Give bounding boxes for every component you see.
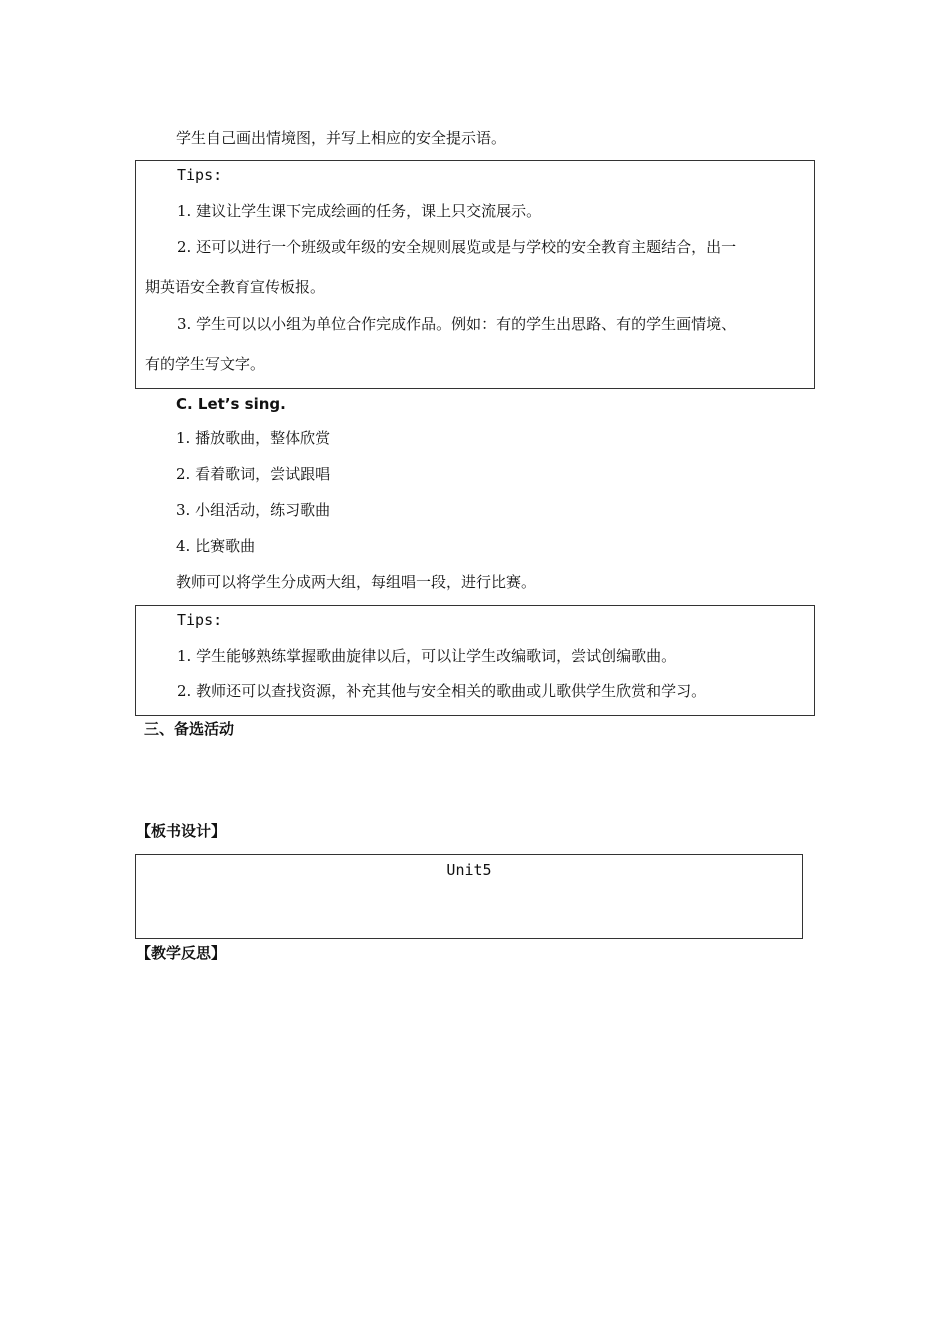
step-item: 2. 看着歌词，尝试跟唱 [176, 465, 331, 483]
tips-heading: Tips: [177, 166, 223, 184]
tip-item-continuation: 期英语安全教育宣传板报。 [145, 278, 326, 296]
step-item: 4. 比赛歌曲 [176, 537, 256, 555]
tips-heading: Tips: [177, 611, 223, 629]
board-box [135, 854, 803, 939]
tips-box-1 [135, 160, 815, 389]
section-c-note: 教师可以将学生分成两大组，每组唱一段，进行比赛。 [176, 573, 537, 591]
tip-item: 1. 学生能够熟练掌握歌曲旋律以后，可以让学生改编歌词，尝试创编歌曲。 [177, 647, 677, 665]
step-item: 3. 小组活动，练习歌曲 [176, 501, 331, 519]
tip-item: 2. 还可以进行一个班级或年级的安全规则展览或是与学校的安全教育主题结合，出一 [177, 238, 737, 256]
board-content: Unit5 [446, 861, 492, 879]
intro-text: 学生自己画出情境图，并写上相应的安全提示语。 [176, 129, 507, 147]
reflection-heading: 【教学反思】 [136, 944, 227, 962]
tip-item: 2. 教师还可以查找资源，补充其他与安全相关的歌曲或儿歌供学生欣赏和学习。 [177, 682, 707, 700]
tip-item: 1. 建议让学生课下完成绘画的任务，课上只交流展示。 [177, 202, 542, 220]
tips-box-2 [135, 605, 815, 716]
step-item: 1. 播放歌曲，整体欣赏 [176, 429, 331, 447]
section-c-title: C. Let’s sing. [176, 395, 286, 413]
board-heading: 【板书设计】 [136, 822, 227, 840]
tip-item-continuation: 有的学生写文字。 [145, 355, 266, 373]
section-3-heading: 三、备选活动 [144, 720, 235, 738]
tip-item: 3. 学生可以以小组为单位合作完成作品。例如：有的学生出思路、有的学生画情境、 [177, 315, 737, 333]
